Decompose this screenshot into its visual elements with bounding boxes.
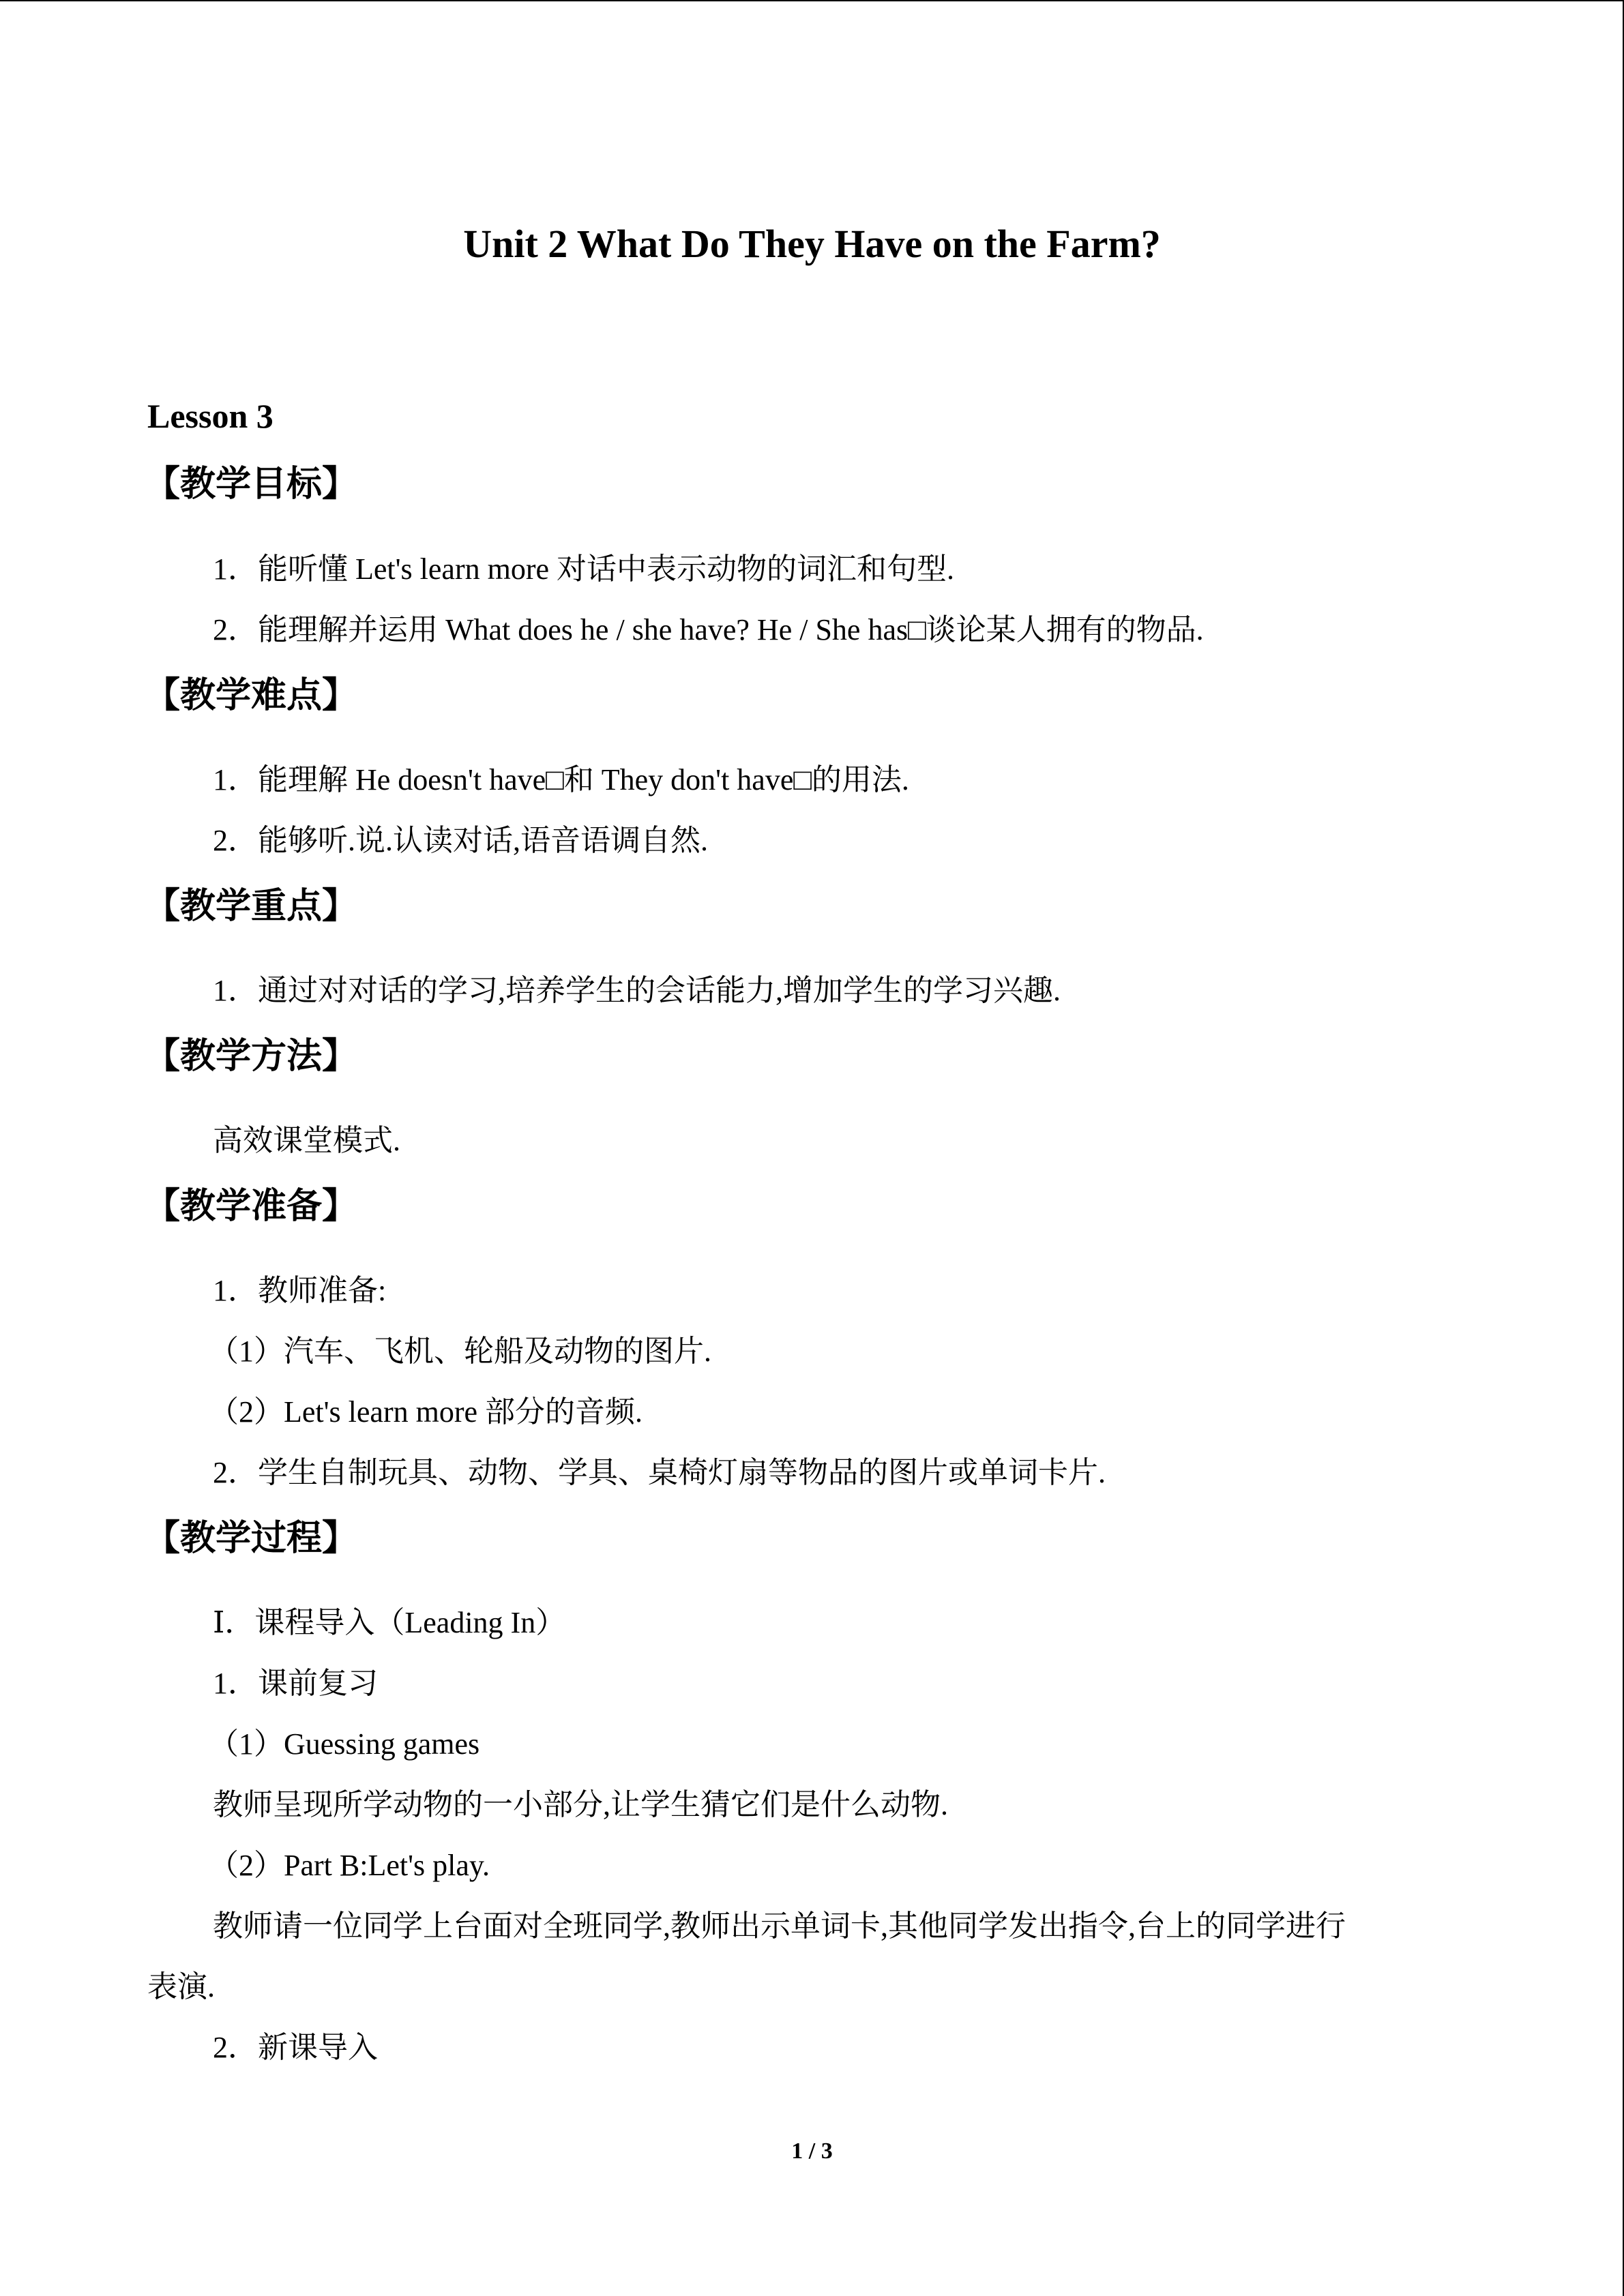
objective-item-2: 2．能理解并运用 What does he / she have? He / She has□谈论某人拥有的物品. bbox=[213, 613, 1204, 646]
section-heading-process: 【教学过程】 bbox=[145, 1518, 358, 1559]
preparation-item-1: 1．教师准备: bbox=[213, 1274, 387, 1307]
key-point-item-1: 1．通过对对话的学习,培养学生的会话能力,增加学生的学习兴趣. bbox=[213, 974, 1061, 1007]
section-heading-preparation: 【教学准备】 bbox=[145, 1186, 358, 1227]
process-item-1: Ⅰ．课程导入（Leading In） bbox=[213, 1606, 566, 1639]
preparation-item-3: （2）Let's learn more 部分的音频. bbox=[209, 1395, 643, 1429]
page-number: 1 / 3 bbox=[791, 2138, 833, 2164]
process-item-6: 教师请一位同学上台面对全班同学,教师出示单词卡,其他同学发出指令,台上的同学进行 bbox=[213, 1909, 1346, 1943]
lesson-label: Lesson 3 bbox=[147, 397, 274, 435]
process-item-8: 2．新课导入 bbox=[213, 2031, 378, 2064]
objective-item-1: 1．能听懂 Let's learn more 对话中表示动物的词汇和句型. bbox=[213, 552, 955, 586]
section-heading-key-points: 【教学重点】 bbox=[145, 886, 358, 927]
section-heading-methods: 【教学方法】 bbox=[145, 1036, 358, 1077]
process-item-4: 教师呈现所学动物的一小部分,让学生猜它们是什么动物. bbox=[213, 1788, 948, 1821]
process-item-5: （2）Part B:Let's play. bbox=[209, 1849, 490, 1882]
preparation-item-4: 2．学生自制玩具、动物、学具、桌椅灯扇等物品的图片或单词卡片. bbox=[213, 1456, 1106, 1489]
document-title: Unit 2 What Do They Have on the Farm? bbox=[463, 222, 1161, 266]
method-item-1: 高效课堂模式. bbox=[213, 1124, 400, 1157]
difficulty-item-2: 2．能够听.说.认读对话,语音语调自然. bbox=[213, 824, 708, 857]
process-item-7: 表演. bbox=[147, 1970, 215, 2003]
process-item-2: 1．课前复习 bbox=[213, 1667, 378, 1700]
section-heading-objectives: 【教学目标】 bbox=[145, 464, 358, 505]
difficulty-item-1: 1．能理解 He doesn't have□和 They don't have□的用法. bbox=[213, 763, 909, 796]
process-item-3: （1）Guessing games bbox=[209, 1727, 480, 1761]
section-heading-difficulties: 【教学难点】 bbox=[145, 675, 358, 716]
preparation-item-2: （1）汽车、飞机、轮船及动物的图片. bbox=[209, 1335, 711, 1368]
